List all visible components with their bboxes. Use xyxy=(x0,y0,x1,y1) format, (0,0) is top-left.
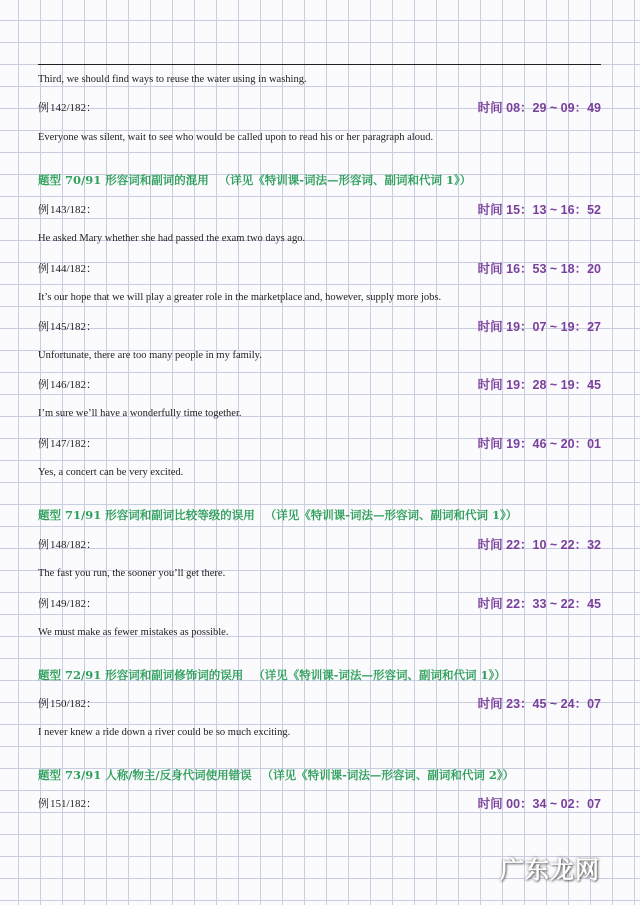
section-heading xyxy=(38,173,601,187)
section-reference: （详见《特训课-词法—形容词、副词和代词 1》） xyxy=(218,173,472,187)
time-range: 时间 16：53 ~ 18：20 xyxy=(477,262,601,276)
example-index: 148/182： xyxy=(50,539,98,551)
example-number xyxy=(38,437,97,451)
example-label: 例 xyxy=(38,320,49,333)
example-label: 例 xyxy=(38,697,49,710)
time-range: 时间 00：34 ~ 02：07 xyxy=(477,797,601,811)
example-sentence: We must make as fewer mistakes as possible. xyxy=(38,627,229,638)
top-rule xyxy=(38,64,601,65)
section-heading xyxy=(38,508,601,522)
section-reference: （详见《特训课-词法—形容词、副词和代词 1》） xyxy=(264,508,518,522)
example-label: 例 xyxy=(38,378,49,391)
example-label: 例 xyxy=(38,437,49,450)
example-label: 例 xyxy=(38,262,49,275)
example-sentence: Yes, a concert can be very excited. xyxy=(38,467,184,478)
example-number xyxy=(38,378,97,392)
example-sentence: Everyone was silent, wait to see who would be called upon to read his or her paragraph aloud. xyxy=(38,132,434,143)
time-range: 时间 15：13 ~ 16：52 xyxy=(477,203,601,217)
example-number xyxy=(38,538,97,552)
section-heading xyxy=(38,768,601,782)
time-range: 时间 22：10 ~ 22：32 xyxy=(477,538,601,552)
example-label: 例 xyxy=(38,101,49,114)
example-header xyxy=(38,597,601,611)
section-title: 题型 73/91 人称/物主/反身代词使用错误 xyxy=(38,768,252,782)
example-header xyxy=(38,203,601,217)
example-label: 例 xyxy=(38,538,49,551)
example-number xyxy=(38,697,97,711)
example-index: 147/182： xyxy=(50,438,98,450)
example-header xyxy=(38,101,601,115)
watermark: 广东龙网 xyxy=(500,856,600,884)
example-sentence: Unfortunate, there are too many people in my family. xyxy=(38,350,262,361)
example-header xyxy=(38,262,601,276)
example-header xyxy=(38,320,601,334)
example-index: 143/182： xyxy=(50,204,98,216)
example-number xyxy=(38,320,97,334)
time-range: 时间 08：29 ~ 09：49 xyxy=(477,101,601,115)
example-number xyxy=(38,597,97,611)
example-index: 145/182： xyxy=(50,321,98,333)
example-index: 151/182： xyxy=(50,798,98,810)
section-heading xyxy=(38,668,601,682)
example-index: 149/182： xyxy=(50,598,98,610)
example-label: 例 xyxy=(38,203,49,216)
section-title: 题型 72/91 形容词和副词修饰词的误用 xyxy=(38,668,244,682)
section-reference: （详见《特训课-词法—形容词、副词和代词 1》） xyxy=(253,668,506,682)
example-index: 144/182： xyxy=(50,263,98,275)
example-label: 例 xyxy=(38,597,49,610)
time-range: 时间 19：46 ~ 20：01 xyxy=(477,437,601,451)
section-reference: （详见《特训课-词法—形容词、副词和代词 2》） xyxy=(261,768,515,782)
example-header xyxy=(38,797,601,811)
example-header xyxy=(38,378,601,392)
example-number xyxy=(38,101,97,115)
section-title: 题型 70/91 形容词和副词的混用 xyxy=(38,173,209,187)
section-title: 题型 71/91 形容词和副词比较等级的误用 xyxy=(38,508,255,522)
example-sentence: I’m sure we’ll have a wonderfully time together. xyxy=(38,408,242,419)
example-sentence: The fast you run, the sooner you’ll get there. xyxy=(38,568,226,579)
time-range: 时间 23：45 ~ 24：07 xyxy=(477,697,601,711)
example-sentence: He asked Mary whether she had passed the exam two days ago. xyxy=(38,233,306,244)
example-header xyxy=(38,697,601,711)
time-range: 时间 19：28 ~ 19：45 xyxy=(477,378,601,392)
time-range: 时间 19：07 ~ 19：27 xyxy=(477,320,601,334)
example-number xyxy=(38,262,97,276)
example-number xyxy=(38,203,97,217)
example-header xyxy=(38,437,601,451)
example-sentence: I never knew a ride down a river could be so much exciting. xyxy=(38,727,291,738)
example-header xyxy=(38,538,601,552)
example-sentence: Third, we should find ways to reuse the water using in washing. xyxy=(38,74,307,85)
example-sentence: It’s our hope that we will play a greater role in the marketplace and, however, supply more jobs. xyxy=(38,292,442,303)
example-index: 150/182： xyxy=(50,698,98,710)
example-label: 例 xyxy=(38,797,49,810)
example-index: 142/182： xyxy=(50,102,98,114)
example-number xyxy=(38,797,97,811)
time-range: 时间 22：33 ~ 22：45 xyxy=(477,597,601,611)
example-index: 146/182： xyxy=(50,379,98,391)
